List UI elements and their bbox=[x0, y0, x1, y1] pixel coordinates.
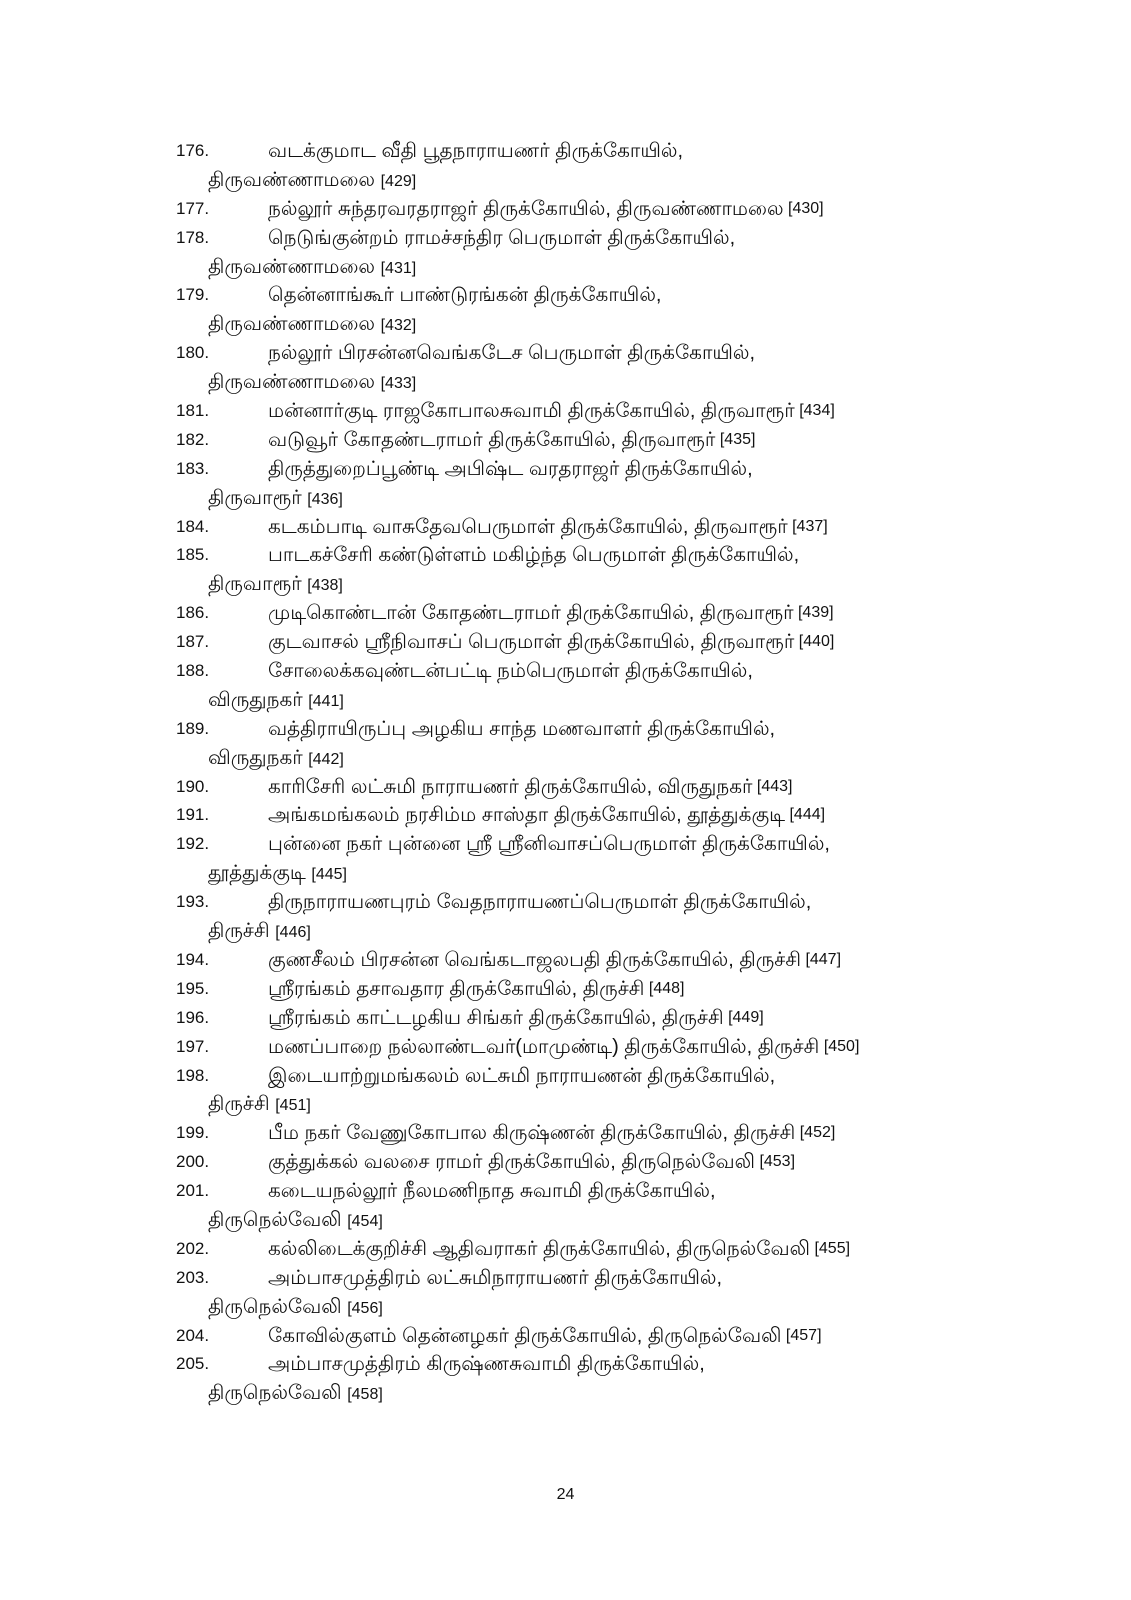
list-item bbox=[176, 773, 1076, 802]
list-item bbox=[176, 455, 1076, 513]
entry-district: திருநெல்வேலி bbox=[208, 1208, 342, 1231]
entry-district: தூத்துக்குடி bbox=[208, 862, 306, 885]
list-item bbox=[176, 513, 1076, 542]
entry-reference: [447] bbox=[805, 950, 842, 968]
list-item bbox=[176, 1119, 1076, 1148]
entry-first-line bbox=[176, 715, 1076, 744]
entry-text: கல்லிடைக்குறிச்சி ஆதிவராகர் திருக்கோயில், திருநெல்வேலி bbox=[268, 1237, 810, 1260]
entry-text: சோலைக்கவுண்டன்பட்டி நம்பெருமாள் திருக்கோயில், bbox=[268, 660, 753, 683]
entry-number: 195. bbox=[176, 978, 210, 998]
entry-number: 203. bbox=[176, 1267, 210, 1287]
entry-continuation-line bbox=[176, 310, 1076, 339]
entry-reference: [441] bbox=[308, 692, 344, 710]
entry-text: முடிகொண்டான் கோதண்டராமர் திருக்கோயில், திருவாரூர் bbox=[268, 602, 794, 625]
entry-reference: [442] bbox=[308, 750, 344, 768]
entry-reference: [450] bbox=[823, 1037, 860, 1055]
entry-reference: [445] bbox=[311, 866, 347, 884]
list-item bbox=[176, 1322, 1076, 1351]
entry-text: அம்பாசமுத்திரம் கிருஷ்ணசுவாமி திருக்கோயில், bbox=[268, 1353, 705, 1376]
entry-number: 194. bbox=[176, 949, 210, 969]
list-item bbox=[176, 541, 1076, 599]
entry-text: கடையநல்லூர் நீலமணிநாத சுவாமி திருக்கோயில், bbox=[268, 1180, 716, 1203]
entry-number: 178. bbox=[176, 227, 210, 247]
entry-reference: [454] bbox=[347, 1212, 383, 1230]
entry-reference: [435] bbox=[719, 430, 756, 448]
list-item bbox=[176, 281, 1076, 339]
list-item bbox=[176, 628, 1076, 657]
entry-reference: [446] bbox=[275, 924, 311, 942]
entry-text: அங்கமங்கலம் நரசிம்ம சாஸ்தா திருக்கோயில், தூத்துக்குடி bbox=[268, 804, 786, 827]
entry-district: திருவண்ணாமலை bbox=[208, 168, 376, 191]
entry-text: குடவாசல் ஸ்ரீநிவாசப் பெருமாள் திருக்கோயில், திருவாரூர் bbox=[268, 631, 795, 654]
entry-first-line bbox=[176, 975, 1076, 1004]
entry-number: 197. bbox=[176, 1036, 210, 1056]
entry-text: திருநாராயணபுரம் வேதநாராயணப்பெருமாள் திருக்கோயில், bbox=[268, 891, 812, 914]
entry-first-line bbox=[176, 657, 1076, 686]
list-item bbox=[176, 224, 1076, 282]
entry-number: 193. bbox=[176, 892, 210, 912]
entry-continuation-line bbox=[176, 570, 1076, 599]
entry-reference: [430] bbox=[788, 199, 824, 217]
entry-first-line bbox=[176, 773, 1076, 802]
list-item bbox=[176, 1033, 1076, 1062]
entry-first-line bbox=[176, 1119, 1076, 1148]
entry-continuation-line bbox=[176, 484, 1076, 513]
entry-text: ஸ்ரீரங்கம் தசாவதார திருக்கோயில், திருச்சி bbox=[268, 977, 645, 1000]
entry-continuation-line bbox=[176, 917, 1076, 946]
entry-first-line bbox=[176, 1235, 1076, 1264]
entry-district: திருநெல்வேலி bbox=[208, 1295, 342, 1318]
entry-number: 191. bbox=[176, 805, 210, 825]
entry-continuation-line bbox=[176, 166, 1076, 195]
entry-first-line bbox=[176, 541, 1076, 570]
entry-number: 184. bbox=[176, 516, 210, 536]
list-item bbox=[176, 137, 1076, 195]
entry-first-line bbox=[176, 195, 1076, 224]
entry-first-line bbox=[176, 888, 1076, 917]
entry-continuation-line bbox=[176, 1379, 1076, 1408]
entry-first-line bbox=[176, 1033, 1076, 1062]
entry-text: வடுவூர் கோதண்டராமர் திருக்கோயில், திருவாரூர் bbox=[268, 428, 716, 451]
entry-text: நல்லூர் சுந்தரவரதராஜர் திருக்கோயில், திருவண்ணாமலை bbox=[268, 197, 784, 220]
entry-continuation-line bbox=[176, 1293, 1076, 1322]
entry-reference: [443] bbox=[756, 777, 793, 795]
list-item bbox=[176, 888, 1076, 946]
entry-first-line bbox=[176, 801, 1076, 830]
list-item bbox=[176, 1350, 1076, 1408]
list-item bbox=[176, 1235, 1076, 1264]
entry-reference: [432] bbox=[380, 317, 417, 335]
list-item bbox=[176, 975, 1076, 1004]
entry-number: 186. bbox=[176, 603, 210, 623]
entry-first-line bbox=[176, 224, 1076, 253]
list-item bbox=[176, 339, 1076, 397]
entry-district: திருச்சி bbox=[208, 1093, 270, 1116]
entry-text: குத்துக்கல் வலசை ராமர் திருக்கோயில், திருநெல்வேலி bbox=[268, 1151, 755, 1174]
entry-number: 179. bbox=[176, 285, 210, 305]
entry-first-line bbox=[176, 1322, 1076, 1351]
entry-number: 182. bbox=[176, 429, 210, 449]
entry-text: வத்திராயிருப்பு அழகிய சாந்த மணவாளர் திருக்கோயில், bbox=[268, 717, 776, 740]
entry-reference: [452] bbox=[799, 1124, 836, 1142]
list-item bbox=[176, 599, 1076, 628]
list-item bbox=[176, 397, 1076, 426]
entry-first-line bbox=[176, 455, 1076, 484]
entry-text: தென்னாங்கூர் பாண்டுரங்கன் திருக்கோயில், bbox=[268, 284, 662, 307]
entry-reference: [436] bbox=[307, 490, 343, 508]
entry-reference: [455] bbox=[814, 1239, 851, 1257]
entry-first-line bbox=[176, 137, 1076, 166]
entry-first-line bbox=[176, 946, 1076, 975]
entry-first-line bbox=[176, 281, 1076, 310]
entry-continuation-line bbox=[176, 1206, 1076, 1235]
list-item bbox=[176, 1264, 1076, 1322]
entry-first-line bbox=[176, 830, 1076, 859]
entry-reference: [448] bbox=[648, 979, 685, 997]
entry-text: இடையாற்றுமங்கலம் லட்சுமி நாராயணன் திருக்கோயில், bbox=[268, 1064, 776, 1087]
entry-first-line bbox=[176, 1148, 1076, 1177]
entry-continuation-line bbox=[176, 1090, 1076, 1119]
entry-number: 201. bbox=[176, 1181, 210, 1201]
list-item bbox=[176, 715, 1076, 773]
entry-first-line bbox=[176, 513, 1076, 542]
entry-reference: [431] bbox=[380, 259, 417, 277]
entry-number: 198. bbox=[176, 1065, 210, 1085]
entry-number: 190. bbox=[176, 776, 210, 796]
entry-reference: [438] bbox=[307, 577, 343, 595]
entry-text: நல்லூர் பிரசன்னவெங்கடேச பெருமாள் திருக்கோயில், bbox=[268, 342, 756, 365]
entry-reference: [453] bbox=[759, 1153, 796, 1171]
list-item bbox=[176, 801, 1076, 830]
entry-reference: [440] bbox=[798, 633, 835, 651]
entry-text: பீம நகர் வேணுகோபால கிருஷ்ணன் திருக்கோயில், திருச்சி bbox=[268, 1122, 796, 1145]
entry-text: மணப்பாறை நல்லாண்டவர்(மாமுண்டி) திருக்கோயில், திருச்சி bbox=[268, 1035, 820, 1058]
entry-number: 180. bbox=[176, 343, 210, 363]
entry-number: 185. bbox=[176, 545, 210, 565]
entry-number: 181. bbox=[176, 401, 210, 421]
entry-number: 199. bbox=[176, 1123, 210, 1143]
entry-reference: [456] bbox=[347, 1299, 383, 1317]
list-item bbox=[176, 657, 1076, 715]
entry-reference: [449] bbox=[728, 1008, 764, 1026]
entry-first-line bbox=[176, 1264, 1076, 1293]
entry-text: வடக்குமாட வீதி பூதநாராயணர் திருக்கோயில், bbox=[268, 140, 684, 162]
entry-continuation-line bbox=[176, 368, 1076, 397]
entry-text: காரிசேரி லட்சுமி நாராயணர் திருக்கோயில், விருதுநகர் bbox=[268, 775, 753, 798]
entry-text: திருத்துறைப்பூண்டி அபிஷ்ட வரதராஜர் திருக்கோயில், bbox=[268, 457, 753, 480]
entry-reference: [451] bbox=[275, 1097, 311, 1115]
entry-district: திருவண்ணாமலை bbox=[208, 371, 376, 394]
entry-reference: [437] bbox=[792, 517, 828, 535]
list-item bbox=[176, 1004, 1076, 1033]
entry-continuation-line bbox=[176, 744, 1076, 773]
entry-number: 196. bbox=[176, 1007, 210, 1027]
entry-number: 183. bbox=[176, 458, 210, 478]
entry-text: அம்பாசமுத்திரம் லட்சுமிநாராயணர் திருக்கோயில், bbox=[268, 1266, 723, 1289]
entry-reference: [444] bbox=[789, 806, 826, 824]
entry-reference: [433] bbox=[380, 375, 417, 393]
entry-district: திருநெல்வேலி bbox=[208, 1382, 342, 1405]
entry-continuation-line bbox=[176, 859, 1076, 888]
entry-number: 188. bbox=[176, 661, 210, 681]
entry-number: 187. bbox=[176, 632, 210, 652]
entry-text: ஸ்ரீரங்கம் காட்டழகிய சிங்கர் திருக்கோயில், திருச்சி bbox=[268, 1006, 724, 1029]
list-item bbox=[176, 1177, 1076, 1235]
entry-district: திருச்சி bbox=[208, 920, 270, 943]
list-item bbox=[176, 1062, 1076, 1120]
entry-reference: [458] bbox=[347, 1386, 383, 1404]
entry-first-line bbox=[176, 426, 1076, 455]
list-item bbox=[176, 426, 1076, 455]
entry-district: திருவாரூர் bbox=[208, 486, 302, 509]
entry-district: திருவண்ணாமலை bbox=[208, 255, 376, 278]
entry-first-line bbox=[176, 339, 1076, 368]
entry-number: 205. bbox=[176, 1354, 210, 1374]
entry-continuation-line bbox=[176, 253, 1076, 282]
entry-reference: [434] bbox=[799, 402, 835, 420]
entry-first-line bbox=[176, 397, 1076, 426]
entry-text: புன்னை நகர் புன்னை ஸ்ரீ ஸ்ரீனிவாசப்பெருமாள் திருக்கோயில், bbox=[268, 833, 830, 856]
temple-list bbox=[176, 137, 1076, 1408]
entry-number: 176. bbox=[176, 141, 210, 160]
entry-text: நெடுங்குன்றம் ராமச்சந்திர பெருமாள் திருக்கோயில், bbox=[268, 226, 736, 249]
entry-number: 177. bbox=[176, 198, 210, 218]
entry-first-line bbox=[176, 628, 1076, 657]
entry-number: 200. bbox=[176, 1152, 210, 1172]
list-item bbox=[176, 946, 1076, 975]
entry-text: பாடகச்சேரி கண்டுள்ளம் மகிழ்ந்த பெருமாள் திருக்கோயில், bbox=[268, 544, 800, 567]
entry-reference: [439] bbox=[797, 604, 834, 622]
entry-first-line bbox=[176, 1004, 1076, 1033]
entry-continuation-line bbox=[176, 686, 1076, 715]
entry-text: கடகம்பாடி வாசுதேவபெருமாள் திருக்கோயில், திருவாரூர் bbox=[268, 515, 788, 538]
list-item bbox=[176, 830, 1076, 888]
entry-district: திருவண்ணாமலை bbox=[208, 313, 376, 336]
list-item bbox=[176, 195, 1076, 224]
entry-number: 189. bbox=[176, 718, 210, 738]
entry-reference: [429] bbox=[380, 172, 417, 190]
entry-text: மன்னார்குடி ராஜகோபாலசுவாமி திருக்கோயில், திருவாரூர் bbox=[268, 400, 795, 423]
entry-first-line bbox=[176, 599, 1076, 628]
entry-district: விருதுநகர் bbox=[208, 746, 303, 769]
entry-text: குணசீலம் பிரசன்ன வெங்கடாஜலபதி திருக்கோயில், திருச்சி bbox=[268, 948, 801, 971]
entry-district: விருதுநகர் bbox=[208, 688, 303, 711]
entry-number: 202. bbox=[176, 1238, 210, 1258]
entry-first-line bbox=[176, 1350, 1076, 1379]
entry-number: 204. bbox=[176, 1325, 210, 1345]
entry-reference: [457] bbox=[785, 1326, 822, 1344]
entry-district: திருவாரூர் bbox=[208, 573, 302, 596]
entry-text: கோவில்குளம் தென்னழகர் திருக்கோயில், திருநெல்வேலி bbox=[268, 1324, 782, 1347]
entry-first-line bbox=[176, 1177, 1076, 1206]
page-number: 24 bbox=[556, 1486, 575, 1503]
entry-first-line bbox=[176, 1062, 1076, 1091]
entry-number: 192. bbox=[176, 834, 210, 854]
list-item bbox=[176, 1148, 1076, 1177]
